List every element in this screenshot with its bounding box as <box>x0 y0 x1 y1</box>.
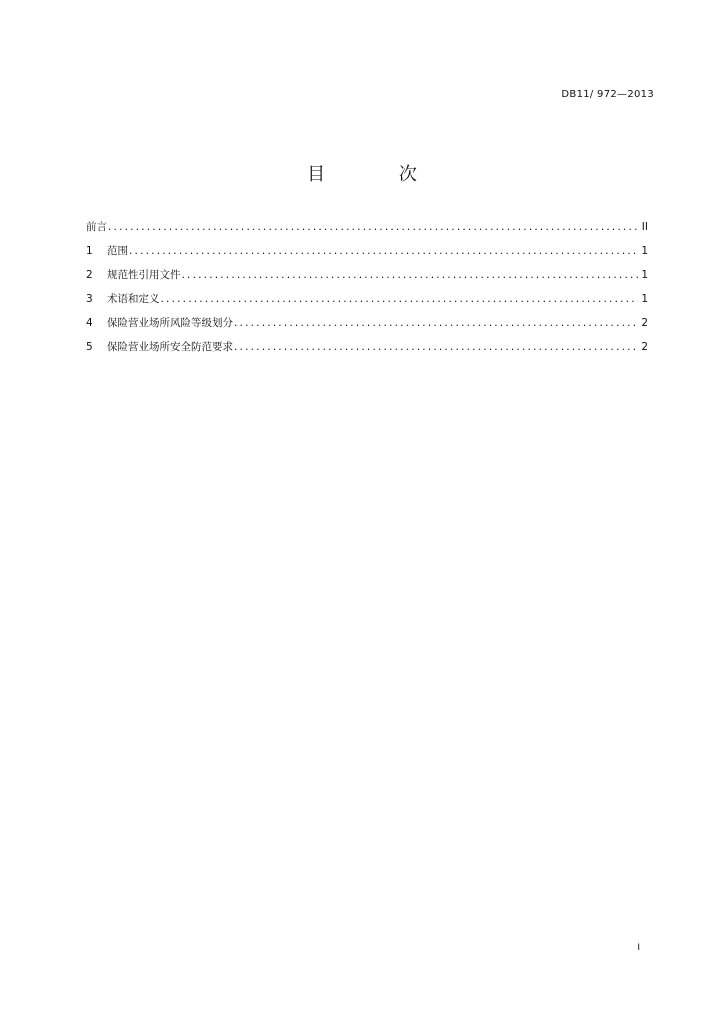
toc-entry-label: 术语和定义 <box>107 293 160 305</box>
table-of-contents <box>86 219 648 363</box>
toc-entry-risk-level[interactable] <box>86 315 648 339</box>
toc-dot-leader <box>108 221 638 233</box>
toc-entry-label: 范围 <box>107 245 128 257</box>
toc-entry-page: II <box>641 221 648 233</box>
toc-entry-number: 2 <box>86 269 93 281</box>
toc-entry-number: 5 <box>86 341 93 353</box>
toc-entry-number: 4 <box>86 317 93 329</box>
toc-dot-leader <box>234 341 638 353</box>
page-title: 目 次 <box>307 164 451 185</box>
toc-entry-foreword[interactable] <box>86 219 648 243</box>
toc-entry-number: 3 <box>86 293 93 305</box>
toc-entry-page: 2 <box>641 317 648 329</box>
document-code: DB11/ 972—2013 <box>561 89 654 100</box>
toc-entry-label: 保险营业场所风险等级划分 <box>107 317 233 329</box>
toc-entry-label: 保险营业场所安全防范要求 <box>107 341 233 353</box>
toc-entry-page: 2 <box>641 341 648 353</box>
toc-entry-terms-definitions[interactable] <box>86 291 648 315</box>
toc-entry-label: 前言 <box>86 221 107 233</box>
toc-dot-leader <box>161 293 639 305</box>
toc-entry-security-requirements[interactable] <box>86 339 648 363</box>
page-number: I <box>637 943 640 953</box>
toc-entry-scope[interactable] <box>86 243 648 267</box>
toc-entry-number: 1 <box>86 245 93 257</box>
toc-entry-page: 1 <box>641 293 648 305</box>
toc-dot-leader <box>129 245 638 257</box>
toc-dot-leader <box>182 269 639 281</box>
toc-entry-page: 1 <box>641 245 648 257</box>
toc-entry-page: 1 <box>641 269 648 281</box>
toc-entry-normative-references[interactable] <box>86 267 648 291</box>
toc-dot-leader <box>234 317 638 329</box>
toc-entry-label: 规范性引用文件 <box>107 269 181 281</box>
